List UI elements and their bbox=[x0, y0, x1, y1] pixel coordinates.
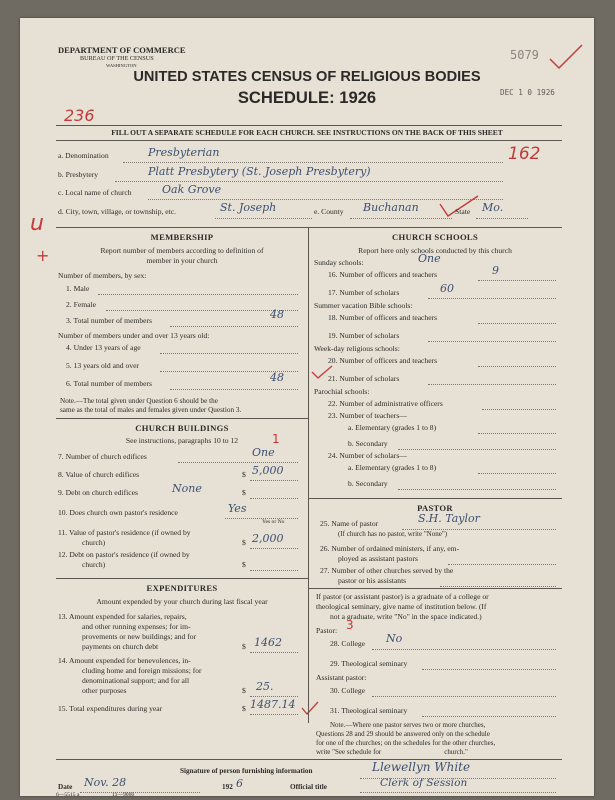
pastor-subheading: Pastor: bbox=[316, 626, 338, 635]
q23b-label: b. Secondary bbox=[348, 439, 388, 448]
red-note-3: 3 bbox=[346, 618, 354, 632]
date-value: Nov. 28 bbox=[84, 776, 127, 789]
red-check-q15 bbox=[300, 700, 320, 716]
official-title-value: Clerk of Session bbox=[380, 777, 468, 789]
members-by-age-label: Number of members under and over 13 years old: bbox=[58, 331, 210, 340]
parochial-schools-label: Parochial schools: bbox=[314, 387, 370, 396]
q30-label: 30. College bbox=[330, 686, 366, 695]
expenditures-intro: Amount expended by your church during last fiscal year bbox=[96, 597, 268, 606]
q13-label-line-1: 13. Amount expended for salaries, repairs, bbox=[58, 612, 187, 621]
q24b-label: b. Secondary bbox=[348, 479, 388, 488]
q23-label: 23. Number of teachers— bbox=[328, 411, 407, 420]
q14-dollar: $ bbox=[242, 686, 246, 695]
red-check-mark bbox=[547, 41, 587, 71]
census-schedule-sheet bbox=[20, 18, 594, 796]
q26-label-line-2: ployed as assistant pastors bbox=[338, 554, 418, 563]
q7-edifices-label: 7. Number of church edifices bbox=[58, 452, 147, 461]
sunday-schools-label: Sunday schools: bbox=[314, 258, 364, 267]
q27-label-line-2: pastor or his assistants bbox=[338, 576, 407, 585]
pastor-note-4: write "See schedule for church." bbox=[316, 748, 468, 756]
church-buildings-heading: CHURCH BUILDINGS bbox=[135, 423, 229, 433]
q5-over13-label: 5. 13 years old and over bbox=[66, 361, 139, 370]
membership-note-1: Note.—The total given under Question 6 should be the bbox=[60, 397, 218, 405]
q31-label: 31. Theological seminary bbox=[330, 706, 408, 715]
q9-debt-label: 9. Debt on church edifices bbox=[58, 488, 138, 497]
graduate-instruction-3: not a graduate, write "No" in the space indicated.) bbox=[330, 612, 482, 621]
q7-edifices-value: One bbox=[252, 446, 275, 459]
pastor-note-2: Questions 28 and 29 should be answered only on the schedule bbox=[316, 730, 490, 738]
weekday-schools-label: Week-day religious schools: bbox=[314, 344, 400, 353]
graduate-instruction-2: theological seminary, give name of institution below. (If bbox=[316, 602, 487, 611]
q14-value: 25. bbox=[256, 680, 274, 693]
q22-label: 22. Number of administrative officers bbox=[328, 399, 443, 408]
denomination-label: a. Denomination bbox=[58, 151, 109, 160]
red-letter-u: u bbox=[30, 211, 44, 236]
q6-total-label: 6. Total number of members bbox=[66, 379, 153, 388]
q9-dollar: $ bbox=[242, 488, 246, 497]
church-schools-heading: CHURCH SCHOOLS bbox=[391, 232, 479, 242]
q12-label-line-2: church) bbox=[82, 560, 106, 569]
county-label: e. County bbox=[314, 207, 344, 216]
q28-college-value: No bbox=[386, 632, 403, 645]
q15-dollar: $ bbox=[242, 704, 246, 713]
q25-label: 25. Name of pastor bbox=[320, 519, 379, 528]
q14-label-line-2: cluding home and foreign missions; for bbox=[82, 666, 202, 675]
q9-debt-value: None bbox=[172, 482, 202, 495]
year-prefix: 192 bbox=[222, 783, 233, 791]
q8-dollar: $ bbox=[242, 470, 246, 479]
q16-label: 16. Number of officers and teachers bbox=[328, 270, 438, 279]
stamp-number: 5079 bbox=[510, 48, 539, 62]
city-value: St. Joseph bbox=[220, 201, 277, 214]
q15-total-label: 15. Total expenditures during year bbox=[58, 704, 163, 713]
membership-note-2: same as the total of males and females given under Question 3. bbox=[60, 406, 242, 414]
q13-label-line-3: provements or new buildings; and for bbox=[82, 632, 197, 641]
q10-residence-value: Yes bbox=[228, 502, 247, 515]
q13-dollar: $ bbox=[242, 642, 246, 651]
q11-label-line-2: church) bbox=[82, 538, 106, 547]
q14-label-line-4: other purposes bbox=[82, 686, 127, 695]
q3-total-label: 3. Total number of members bbox=[66, 316, 153, 325]
local-name-value: Oak Grove bbox=[162, 183, 222, 196]
year-digit: 6 bbox=[236, 777, 243, 790]
buildings-intro: See instructions, paragraphs 10 to 12 bbox=[125, 436, 239, 445]
form-number: 6—5515 a bbox=[56, 792, 80, 796]
q13-label-line-2: and other running expenses; for im- bbox=[82, 622, 191, 631]
q25-pastor-name: S.H. Taylor bbox=[418, 512, 480, 525]
local-name-label: c. Local name of church bbox=[58, 188, 132, 197]
pastor-note-3: for one of the churches; on the schedules for the other churches, bbox=[316, 739, 496, 747]
q4-under13-label: 4. Under 13 years of age bbox=[66, 343, 141, 352]
q26-label-line-1: 26. Number of ordained ministers, if any, em- bbox=[320, 544, 460, 553]
pastor-heading: PASTOR bbox=[417, 503, 453, 513]
members-by-sex-label: Number of members, by sex: bbox=[58, 271, 147, 280]
stamp-date: DEC 1 0 1926 bbox=[500, 88, 555, 97]
q17-label: 17. Number of scholars bbox=[328, 288, 400, 297]
expenditures-heading: EXPENDITURES bbox=[146, 583, 218, 593]
q6-total-value: 48 bbox=[270, 371, 284, 384]
presbytery-value: Platt Presbytery (St. Joseph Presbytery) bbox=[148, 165, 371, 178]
q8-value-label: 8. Value of church edifices bbox=[58, 470, 140, 479]
q21-label: 21. Number of scholars bbox=[328, 374, 400, 383]
red-record-number: 236 bbox=[64, 106, 95, 125]
q24a-label: a. Elementary (grades 1 to 8) bbox=[348, 463, 437, 472]
q27-label-line-1: 27. Number of other churches served by the bbox=[320, 566, 454, 575]
form-title: UNITED STATES CENSUS OF RELIGIOUS BODIES bbox=[133, 69, 481, 85]
q12-dollar: $ bbox=[242, 560, 246, 569]
denomination-value: Presbyterian bbox=[148, 146, 220, 159]
q2-female-label: 2. Female bbox=[66, 300, 96, 309]
q11-dollar: $ bbox=[242, 538, 246, 547]
city-label: WASHINGTON bbox=[106, 63, 137, 68]
date-label: Date bbox=[58, 783, 73, 791]
official-title-label: Official title bbox=[290, 783, 327, 791]
q17-value: 60 bbox=[440, 282, 454, 295]
q19-label: 19. Number of scholars bbox=[328, 331, 400, 340]
q15-total-value: 1487.14 bbox=[250, 698, 296, 711]
q14-label-line-1: 14. Amount expended for benevolences, in- bbox=[58, 656, 191, 665]
q20-label: 20. Number of officers and teachers bbox=[328, 356, 438, 365]
q25-note: (If church has no pastor, write "None") bbox=[338, 530, 448, 538]
red-note-162: 162 bbox=[508, 144, 541, 164]
q8-value: 5,000 bbox=[252, 464, 284, 477]
bureau-label: BUREAU OF THE CENSUS bbox=[80, 55, 154, 62]
instruction-line: FILL OUT A SEPARATE SCHEDULE FOR EACH CHURCH. SEE INSTRUCTIONS ON THE BACK OF THIS SHEET bbox=[111, 128, 503, 137]
q14-label-line-3: denominational support; and for all bbox=[82, 676, 190, 685]
q12-label-line-1: 12. Debt on pastor's residence (if owned by bbox=[58, 550, 190, 559]
department-label: DEPARTMENT OF COMMERCE bbox=[58, 45, 186, 55]
red-note-1: 1 bbox=[272, 432, 280, 446]
city-town-label: d. City, town, village, or township, etc. bbox=[58, 207, 177, 216]
sunday-schools-value: One bbox=[418, 252, 441, 265]
q13-value: 1462 bbox=[254, 636, 282, 649]
membership-intro-2: member in your church bbox=[146, 256, 218, 265]
membership-intro-1: Report number of members according to definition of bbox=[100, 246, 264, 255]
q10-residence-label: 10. Does church own pastor's residence bbox=[58, 508, 178, 517]
q16-value: 9 bbox=[492, 264, 499, 277]
yes-or-no-hint: Yes or No bbox=[262, 519, 285, 525]
q1-male-label: 1. Male bbox=[66, 284, 90, 293]
q23a-label: a. Elementary (grades 1 to 8) bbox=[348, 423, 437, 432]
graduate-instruction-1: If pastor (or assistant pastor) is a graduate of a college or bbox=[316, 592, 489, 601]
red-plus-mark: + bbox=[36, 246, 50, 265]
q28-label: 28. College bbox=[330, 639, 366, 648]
q13-label-line-4: payments on church debt bbox=[82, 642, 159, 651]
schedule-title: SCHEDULE: 1926 bbox=[237, 88, 377, 107]
state-label: State bbox=[455, 207, 471, 216]
signature-value: Llewellyn White bbox=[372, 760, 471, 774]
state-value: Mo. bbox=[482, 201, 504, 214]
membership-heading: MEMBERSHIP bbox=[150, 232, 214, 242]
q11-label-line-1: 11. Value of pastor's residence (if owned by bbox=[58, 528, 191, 537]
q11-value: 2,000 bbox=[252, 532, 284, 545]
summer-schools-label: Summer vacation Bible schools: bbox=[314, 301, 413, 310]
print-number: 11—9066 bbox=[112, 792, 135, 796]
q18-label: 18. Number of officers and teachers bbox=[328, 313, 438, 322]
q29-label: 29. Theological seminary bbox=[330, 659, 408, 668]
presbytery-label: b. Presbytery bbox=[58, 170, 99, 179]
q24-label: 24. Number of scholars— bbox=[328, 451, 407, 460]
q3-total-value: 48 bbox=[270, 308, 284, 321]
county-value: Buchanan bbox=[363, 201, 419, 214]
pastor-note-1: Note.—Where one pastor serves two or more churches, bbox=[330, 721, 486, 729]
signature-label: Signature of person furnishing information bbox=[180, 767, 313, 775]
assistant-pastor-subheading: Assistant pastor: bbox=[316, 673, 367, 682]
schools-intro: Report here only schools conducted by this church bbox=[358, 246, 512, 255]
